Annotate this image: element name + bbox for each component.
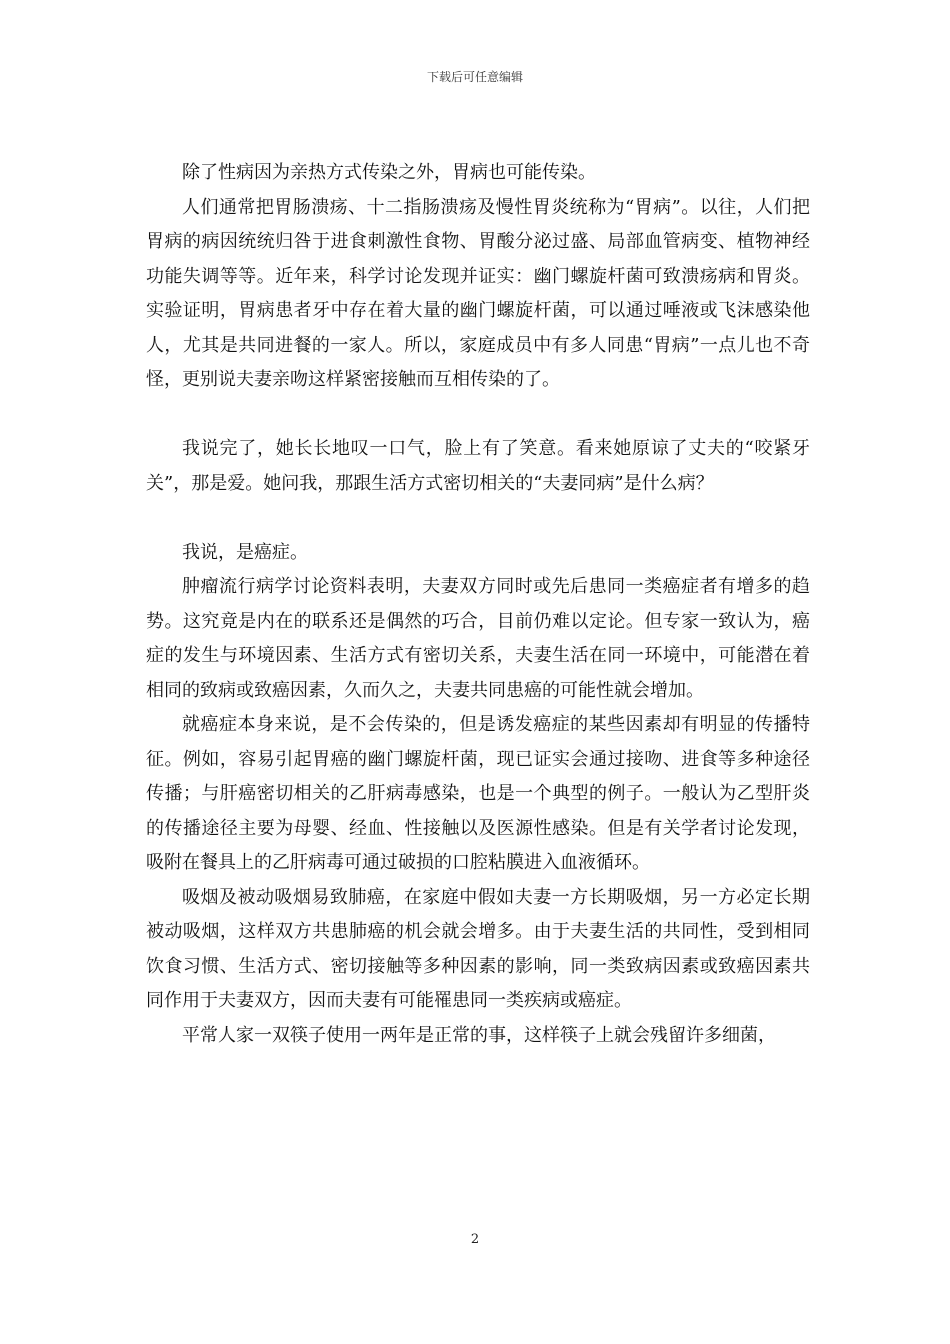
paragraph: 吸烟及被动吸烟易致肺癌，在家庭中假如夫妻一方长期吸烟，另一方必定长期被动吸烟，这样双方共患肺癌的机会就会增多。由于夫妻生活的共同性，受到相同饮食习惯、生活方式、密切接触等多种因素的影响，同一类致病因素或致癌因素共同作用于夫妻双方，因而夫妻有可能罹患同一类疾病或癌症。 [146, 886, 810, 1011]
paragraph: 就癌症本身来说，是不会传染的，但是诱发癌症的某些因素却有明显的传播特征。例如，容易引起胃癌的幽门螺旋杆菌，现已证实会通过接吻、进食等多种途径传播；与肝癌密切相关的乙肝病毒感染，也是一个典型的例子。一般认为乙型肝炎的传播途径主要为母婴、经血、性接触以及医源性感染。但是有关学者讨论发现，吸附在餐具上的乙肝病毒可通过破损的口腔粘膜进入血液循环。 [146, 714, 810, 873]
paragraph: 平常人家一双筷子使用一两年是正常的事，这样筷子上就会残留许多细菌， [182, 1024, 776, 1046]
paragraph: 我说，是癌症。 [182, 541, 308, 563]
paragraph: 肿瘤流行病学讨论资料表明，夫妻双方同时或先后患同一类癌症者有增多的趋势。这究竟是内在的联系还是偶然的巧合，目前仍难以定论。但专家一致认为，癌症的发生与环境因素、生活方式有密切关系，夫妻生活在同一环境中，可能潜在着相同的致病或致癌因素，久而久之，夫妻共同患癌的可能性就会增加。 [146, 576, 810, 701]
paragraph: 除了性病因为亲热方式传染之外，胃病也可能传染。 [182, 162, 596, 183]
paragraph: 我说完了，她长长地叹一口气，脸上有了笑意。看来她原谅了丈夫的“咬紧牙关”，那是爱。她问我，那跟生活方式密切相关的“夫妻同病”是什么病？ [146, 438, 810, 494]
page-header: 下载后可任意编辑 [426, 70, 523, 84]
paragraph-spacer [146, 398, 810, 433]
page-number: 2 [470, 1232, 480, 1247]
document-body [146, 156, 810, 1053]
paragraph: 人们通常把胃肠溃疡、十二指肠溃疡及慢性胃炎统称为“胃病”。以往，人们把胃病的病因统统归咎于进食刺激性食物、胃酸分泌过盛、局部血管病变、植物神经功能失调等等。近年来，科学讨论发现并证实：幽门螺旋杆菌可致溃疡病和胃炎。 实验证明，胃病患者牙中存在着大量的幽门螺旋杆菌，可以通过唾液或飞沫感染他人，尤其是共同进餐的一家人。所以，家庭成员中有多人同患“胃病”一点儿也不奇怪，更别说夫妻亲吻这样紧密接触而互相传染的了。 [146, 196, 810, 390]
paragraph-spacer [146, 501, 810, 536]
